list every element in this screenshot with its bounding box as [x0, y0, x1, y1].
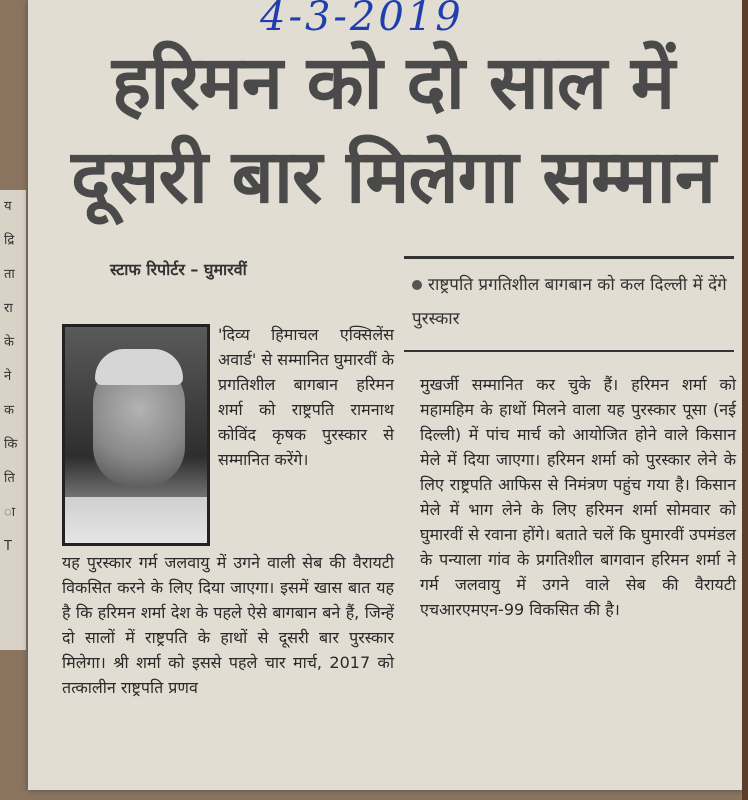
adjacent-column-char: रा — [4, 301, 13, 316]
adjacent-column-char: क — [4, 403, 14, 418]
adjacent-column-char: T — [4, 539, 12, 554]
deck-rule-bottom — [404, 350, 734, 352]
adjacent-column-fragment — [0, 190, 26, 650]
background-edge — [742, 0, 748, 800]
body-column-c: मुखर्जी सम्मानित कर चुके हैं। हरिमन शर्मा को महामहिम के हाथों मिलने वाला यह पुरस्कार पूसा (नई दिल्ली) में पांच मार्च को आयोजित होने वाले किसान मेले में दिया जाएगा। हरिमन शर्मा को पुरस्कार लेने के लिए राष्ट्रपति आफिस से निमंत्रण पहुंच गया है। किसान मेले में भाग लेने के लिए हरिमन शर्मा सोमवार को घुमारवीं से रवाना होंगे। बताते चलें कि घुमारवीं उपमंडल के पन्याला गांव के प्रगतिशील बागवान हरिमन शर्मा ने गर्म जलवायु में उगने वाले सेब की वैरायटी एचआरएमएन-99 विकसित की है। — [420, 375, 736, 619]
newspaper-clipping — [28, 0, 744, 790]
body-column-a: 'दिव्य हिमाचल एक्सिलेंस अवार्ड' से सम्मानित घुमारवीं के प्रगतिशील बागबान हरिमन शर्मा को राष्ट्रपति रामनाथ कोविंद कृषक पुरस्कार से सम्मानित करेंगे। — [218, 325, 394, 469]
adjacent-column-char: ति — [4, 471, 15, 486]
adjacent-column-char: ता — [4, 267, 15, 282]
headline-line-1: हरिमन को दो साल में — [111, 40, 675, 126]
handwritten-date: 4-3-2019 — [260, 0, 464, 40]
headline — [48, 36, 738, 224]
adjacent-column-char: द्रि — [4, 233, 15, 248]
adjacent-column-char: य — [4, 199, 12, 214]
deck — [412, 268, 732, 336]
adjacent-column-char: के — [4, 335, 14, 350]
portrait-photo — [62, 324, 210, 546]
adjacent-column-char: ा — [4, 505, 16, 520]
body-column-b: यह पुरस्कार गर्म जलवायु में उगने वाली सेब की वैरायटी विकसित करने के लिए दिया जाएगा। इसमें खास बात यह है कि हरिमन शर्मा देश के पहले ऐसे बागबान बने हैं, जिन्हें दो सालों में राष्ट्रपति के हाथों से दूसरी बार पुरस्कार मिलेगा। श्री शर्मा को इससे पहले चार मार्च, 2017 को तत्कालीन राष्ट्रपति प्रणव — [62, 553, 394, 697]
deck-rule-top — [404, 256, 734, 259]
adjacent-column-char: कि — [4, 437, 18, 452]
byline: स्टाफ रिपोर्टर – घुमारवीं — [110, 260, 247, 279]
bullet-icon — [412, 280, 422, 290]
adjacent-column-char: ने — [4, 369, 12, 384]
deck-text: राष्ट्रपति प्रगतिशील बागबान को कल दिल्ली में देंगे पुरस्कार — [412, 275, 727, 329]
headline-line-2: दूसरी बार मिलेगा सम्मान — [71, 134, 715, 220]
